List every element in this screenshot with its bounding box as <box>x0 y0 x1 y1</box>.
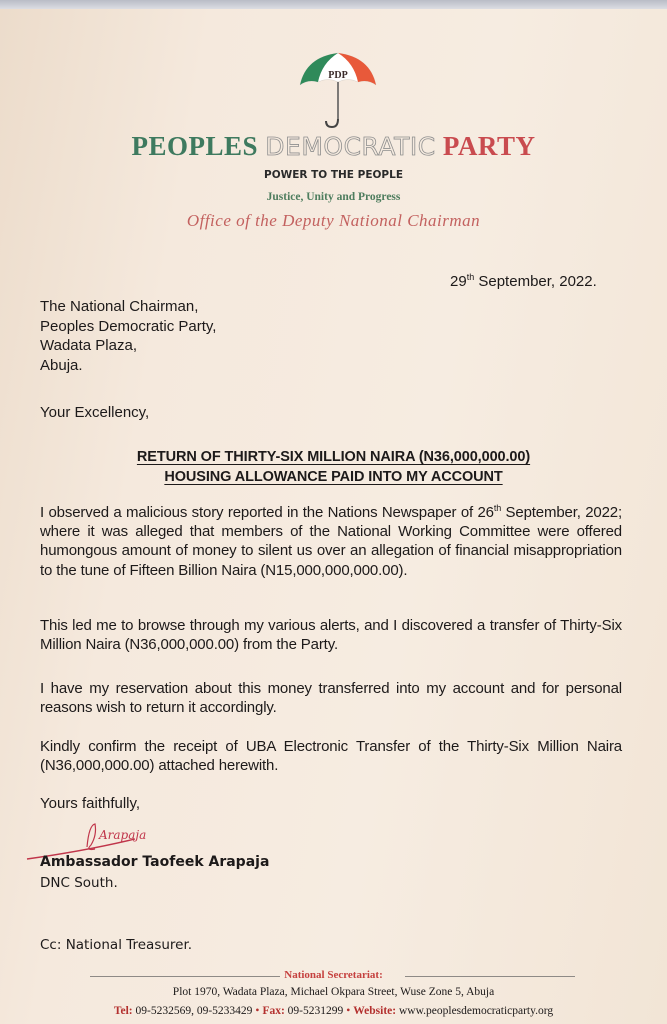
address-line: Abuja. <box>40 356 83 374</box>
subject-heading <box>0 447 667 487</box>
pdp-umbrella-logo-icon <box>296 49 380 131</box>
body-paragraph: Kindly confirm the receipt of UBA Electronic Transfer of the Thirty-Six Million Naira (N36,000,000.00) attached herewith. <box>40 738 622 775</box>
body-paragraph: I have my reservation about this money transferred into my account and for personal reasons wish to return it accordingly. <box>40 680 622 717</box>
party-name-democratic: DEMOCRATIC <box>265 132 436 161</box>
body-paragraph: This led me to browse through my various alerts, and I discovered a transfer of Thirty-Six Million Naira (N36,000,000.00) from the Party. <box>40 617 622 654</box>
letter-page <box>0 9 667 1024</box>
separator-dot: • <box>346 1005 351 1017</box>
date-rest: September, 2022. <box>474 273 597 290</box>
address-line: Peoples Democratic Party, <box>40 317 217 335</box>
subject-line: HOUSING ALLOWANCE PAID INTO MY ACCOUNT <box>164 469 503 485</box>
salutation: Your Excellency, <box>40 404 150 421</box>
subject-line: RETURN OF THIRTY-SIX MILLION NAIRA (N36,000,000.00) <box>136 449 531 465</box>
paragraph-text: I observed a malicious story reported in the Nations Newspaper of 26 <box>40 504 494 521</box>
address-line: The National Chairman, <box>40 298 199 315</box>
date-suffix: th <box>466 272 475 282</box>
office-title: Office of the Deputy National Chairman <box>186 211 481 230</box>
recipient-address <box>40 297 216 375</box>
fax-label: Fax: <box>262 1005 285 1017</box>
svg-text:PDP: PDP <box>328 70 348 81</box>
svg-text:Arapaja: Arapaja <box>99 828 147 842</box>
separator-dot: • <box>255 1005 260 1017</box>
footer-address: Plot 1970, Wadata Plaza, Michael Okpara Street, Wuse Zone 5, Abuja <box>172 986 495 998</box>
party-name-heading <box>0 131 667 162</box>
ordinal-suffix: th <box>493 503 502 513</box>
party-name-peoples: PEOPLES <box>131 131 259 161</box>
letter-date <box>450 273 597 290</box>
tel-value: 09-5232569, 09-5233429 <box>132 1005 253 1017</box>
paragraph-text: September, 2022; where it was alleged that members of the National Working Committee were offered humongous amount of money to silent us over an allegation of financial misappropriation to the tune of Fifteen Billion Naira (N15,000,000,000.00). <box>40 504 622 579</box>
window-top-edge <box>0 0 667 9</box>
closing: Yours faithfully, <box>40 795 141 812</box>
footer-title: National Secretariat: <box>284 969 383 981</box>
signer-title: DNC South. <box>40 875 118 891</box>
body-paragraph <box>40 503 622 580</box>
party-motto: Justice, Unity and Progress <box>266 191 401 203</box>
cc-line: Cc: National Treasurer. <box>40 937 193 953</box>
signer-name: Ambassador Taofeek Arapaja <box>40 854 270 870</box>
address-line: Wadata Plaza, <box>40 337 137 354</box>
tel-label: Tel: <box>113 1005 133 1017</box>
fax-value: 09-5231299 <box>284 1005 344 1017</box>
footer-contact <box>0 1005 667 1017</box>
party-slogan: POWER TO THE PEOPLE <box>264 169 403 181</box>
website-value: www.peoplesdemocraticparty.org <box>396 1005 554 1017</box>
date-day: 29 <box>450 273 467 290</box>
party-name-party: PARTY <box>442 131 536 161</box>
website-label: Website: <box>353 1005 397 1017</box>
